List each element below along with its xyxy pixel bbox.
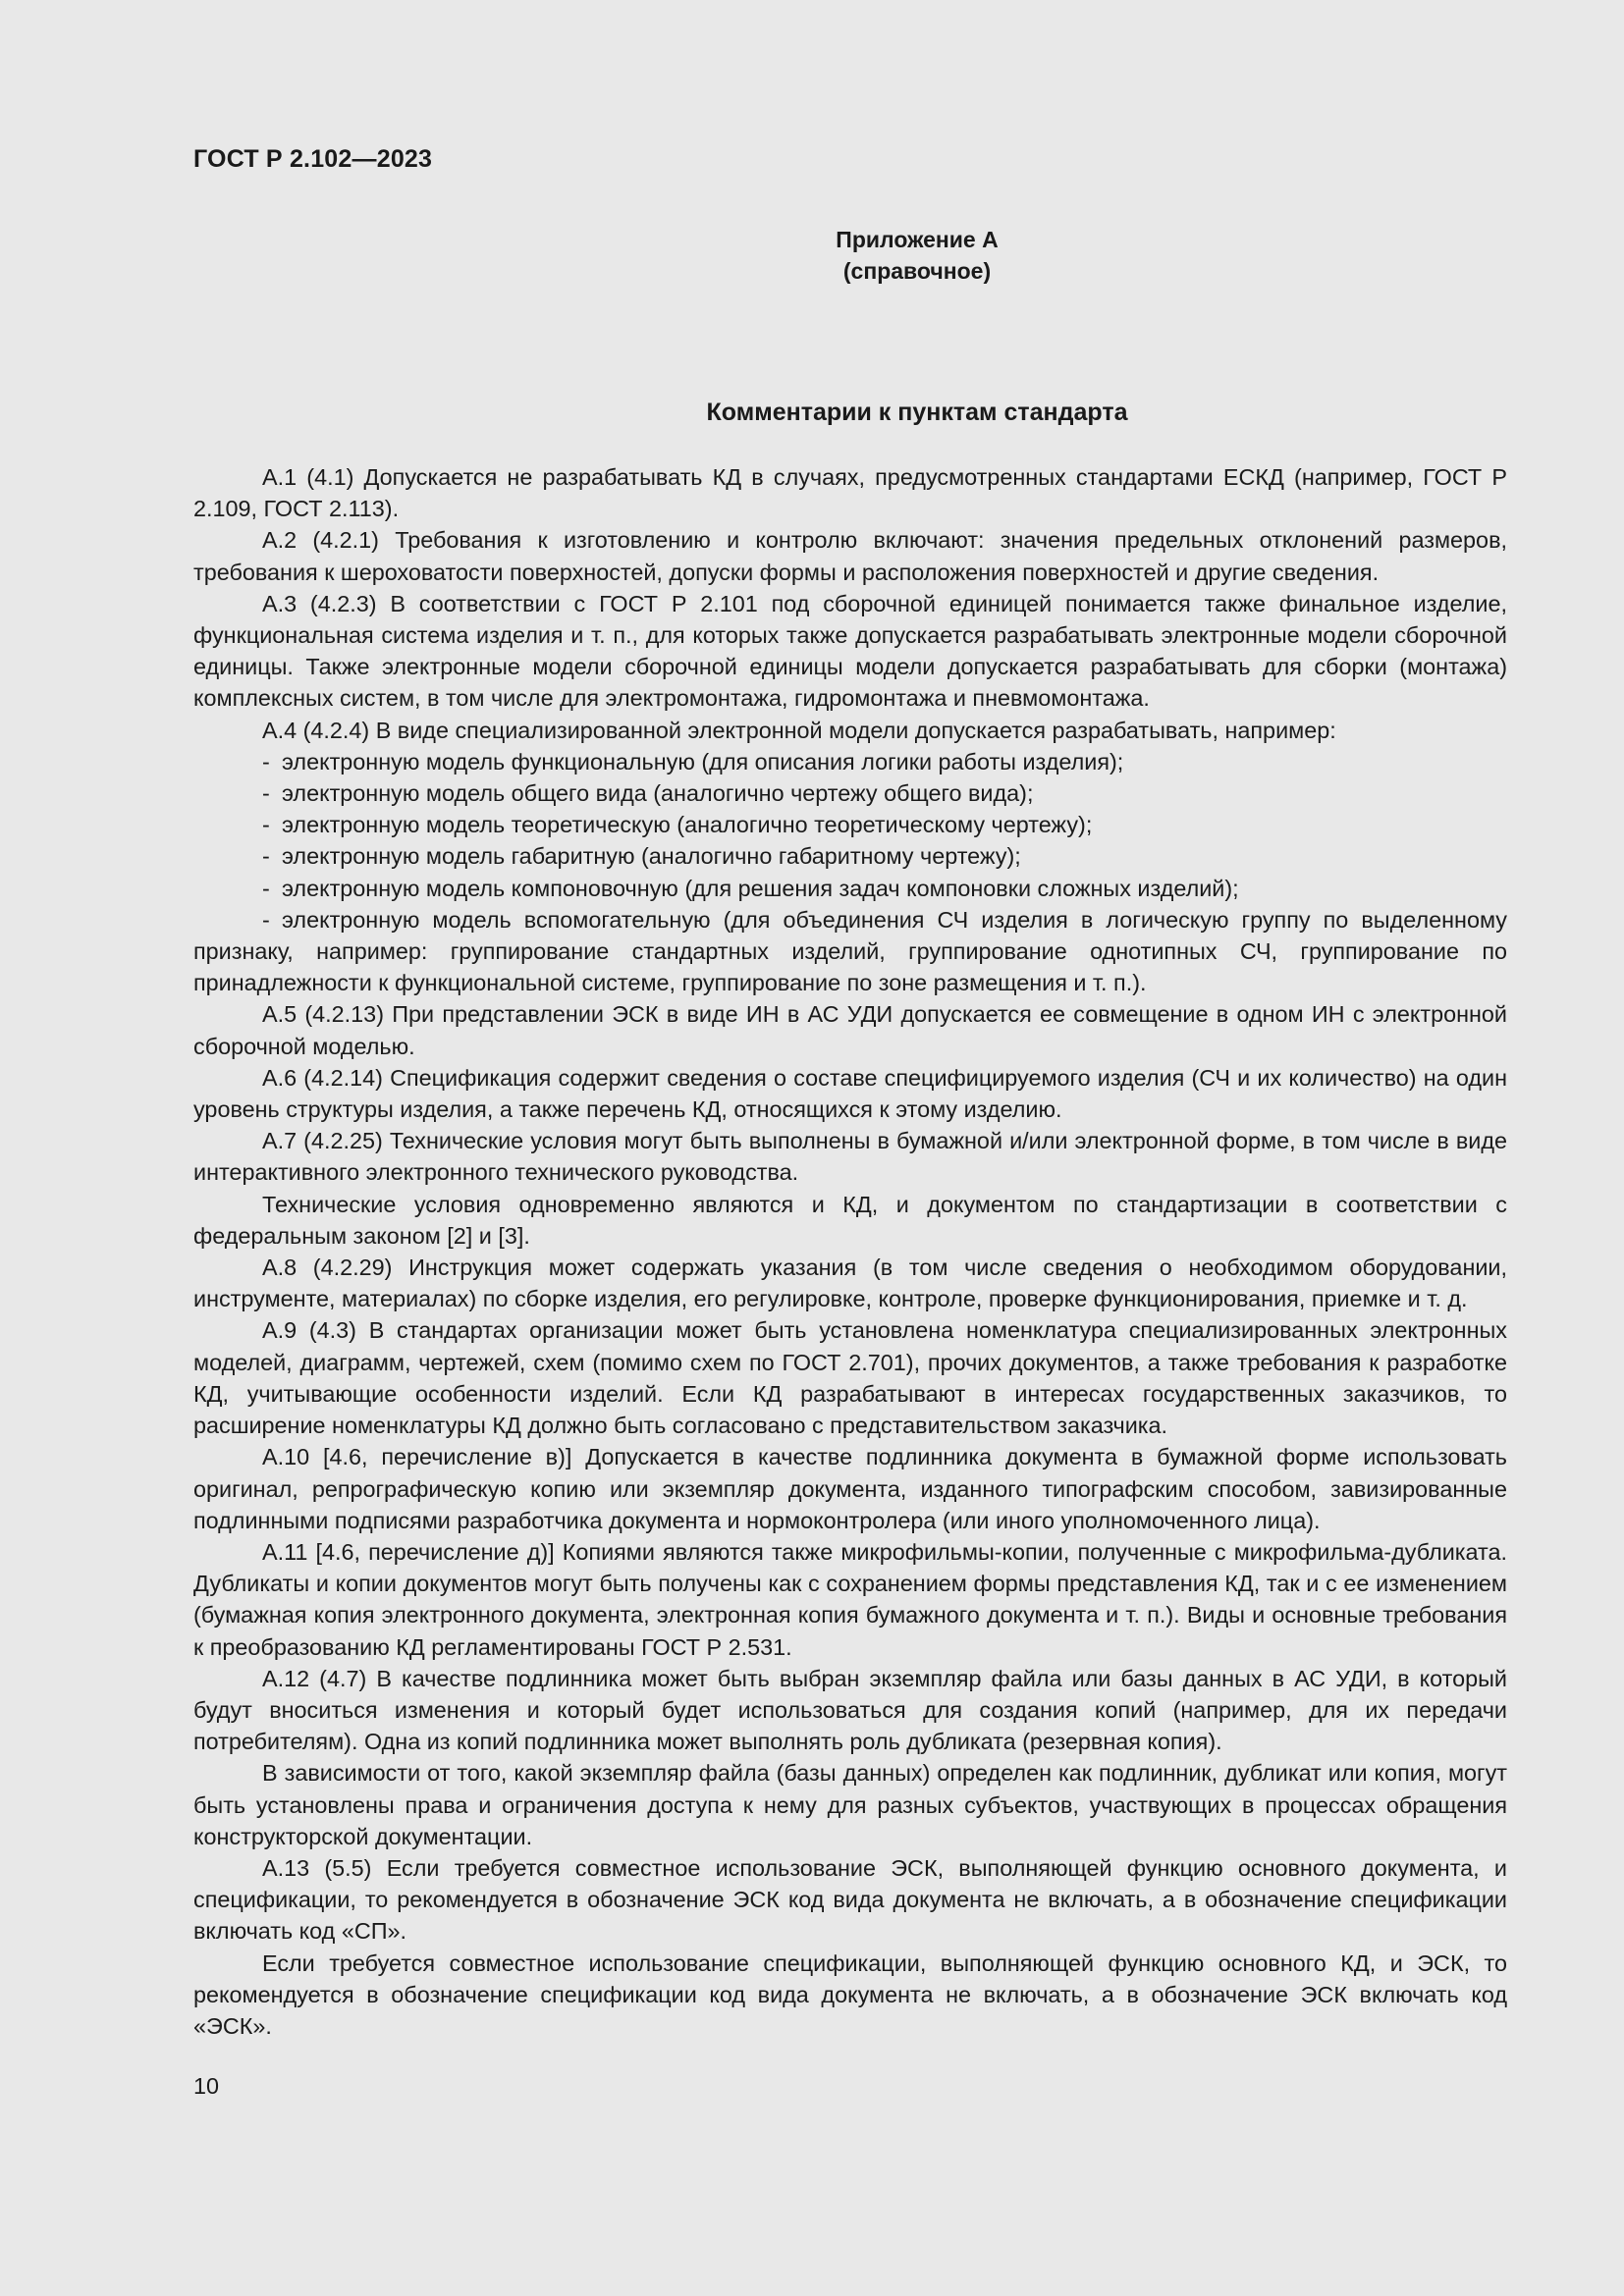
document-body [193,461,1507,2042]
page-number: 10 [193,2073,220,2099]
dash-marker: - [262,843,270,870]
paragraph-a3: А.3 (4.2.3) В соответствии с ГОСТ Р 2.101 под сборочной единицей понимается также финальное изделие, функциональная система изделия и т. п., для которых также допускается разрабатывать электронные модели сборочной единицы. Также электронные модели сборочной единицы модели допускается разрабатывать для сборки (монтажа) комплексных систем, в том числе для электромонтажа, гидромонтажа и пневмомонтажа. [193,590,1507,712]
appendix-heading [0,224,1624,287]
paragraph-a11: А.11 [4.6, перечисление д)] Копиями являются также микрофильмы-копии, полученные с микрофильма-дубликата. Дубликаты и копии документов могут быть получены как с сохранением формы представления КД, так и с ее изменением (бумажная копия электронного документа, электронная копия бумажного документа и т. п.). Виды и основные требования к преобразованию КД регламентированы ГОСТ Р 2.531. [193,1538,1507,1660]
paragraph-a7: А.7 (4.2.25) Технические условия могут быть выполнены в бумажной и/или электронной форме, в том числе в виде интерактивного электронного технического руководства. [193,1128,1507,1186]
paragraph-a10: А.10 [4.6, перечисление в)] Допускается в качестве подлинника документа в бумажной форме использовать оригинал, репрографическую копию или экземпляр документа, изданного типографским способом, завизированные подлинными подписями разработчика документа и нормоконтролера (или иного уполномоченного лица). [193,1444,1507,1533]
appendix-subtitle: (справочное) [842,258,992,284]
document-designation: ГОСТ Р 2.102—2023 [193,145,433,173]
dash-marker: - [262,812,270,838]
paragraph-a8: А.8 (4.2.29) Инструкция может содержать указания (в том числе сведения о необходимом оборудовании, инструменте, материалах) по сборке изделия, его регулировке, контроле, проверке функционирования, приемке и т. д. [193,1255,1507,1312]
section-title [0,399,1624,427]
appendix-title: Приложение А [836,227,999,252]
paragraph-a9: А.9 (4.3) В стандартах организации может быть установлена номенклатура специализированных электронных моделей, диаграмм, чертежей, схем (помимо схем по ГОСТ 2.701), прочих документов, а также требования к разработке КД, учитывающие особенности изделий. Если КД разрабатывают в интересах государственных заказчиков, то расширение номенклатуры КД должно быть согласовано с представительством заказчика. [193,1317,1507,1439]
paragraph-a12-note: В зависимости от того, какой экземпляр файла (базы данных) определен как подлинник, дубликат или копия, могут быть установлены права и ограничения доступа к нему для разных субъектов, участвующих в процессах обращения конструкторской документации. [193,1760,1507,1849]
paragraph-a5: А.5 (4.2.13) При представлении ЭСК в виде ИН в АС УДИ допускается ее совмещение в одном ИН с электронной сборочной моделью. [193,1001,1507,1059]
list-item: - электронную модель функциональную (для описания логики работы изделия); [193,746,1507,777]
paragraph-a12: А.12 (4.7) В качестве подлинника может быть выбран экземпляр файла или базы данных в АС УДИ, в который будут вноситься изменения и который будет использоваться для создания копий (например, для их передачи потребителям). Одна из копий подлинника может выполнять роль дубликата (резервная копия). [193,1665,1507,1755]
list-item: - электронную модель габаритную (аналогично габаритному чертежу); [193,840,1507,872]
list-item: - электронную модель общего вида (аналогично чертежу общего вида); [193,777,1507,809]
section-title-text: Комментарии к пунктам стандарта [706,399,1128,426]
dash-marker: - [262,906,270,933]
list-item: - электронную модель теоретическую (аналогично теоретическому чертежу); [193,809,1507,840]
paragraph-a4: А.4 (4.2.4) В виде специализированной электронной модели допускается разрабатывать, например: [262,717,1336,743]
dash-marker: - [262,748,270,774]
paragraph-a1: А.1 (4.1) Допускается не разрабатывать КД в случаях, предусмотренных стандартами ЕСКД (например, ГОСТ Р 2.109, ГОСТ 2.113). [193,464,1507,522]
paragraph-a7-note: Технические условия одновременно являются и КД, и документом по стандартизации в соответствии с федеральным законом [2] и [3]. [193,1191,1507,1249]
list-item: - электронную модель компоновочную (для решения задач компоновки сложных изделий); [193,873,1507,904]
paragraph-a2: А.2 (4.2.1) Требования к изготовлению и контролю включают: значения предельных отклонений размеров, требования к шероховатости поверхностей, допуски формы и расположения поверхностей и другие сведения. [193,527,1507,585]
list-item: - электронную модель вспомогательную (для объединения СЧ изделия в логическую группу по выделенному признаку, например: группирование стандартных изделий, группирование однотипных СЧ, группирование по принадлежности к функциональной системе, группирование по зоне размещения и т. п.). [193,904,1507,999]
paragraph-a13-note: Если требуется совместное использование спецификации, выполняющей функцию основного КД, и ЭСК, то рекомендуется в обозначение спецификации код вида документа не включать, а в обозначение ЭСК включать код «ЭСК». [193,1949,1507,2039]
dash-marker: - [262,875,270,901]
paragraph-a13: А.13 (5.5) Если требуется совместное использование ЭСК, выполняющей функцию основного документа, и спецификации, то рекомендуется в обозначение ЭСК код вида документа не включать, а в обозначение спецификации включать код «СП». [193,1854,1507,1945]
paragraph-a6: А.6 (4.2.14) Спецификация содержит сведения о составе специфицируемого изделия (СЧ и их количество) на один уровень структуры изделия, а также перечень КД, относящихся к этому изделию. [193,1064,1507,1123]
dash-marker: - [262,780,270,807]
